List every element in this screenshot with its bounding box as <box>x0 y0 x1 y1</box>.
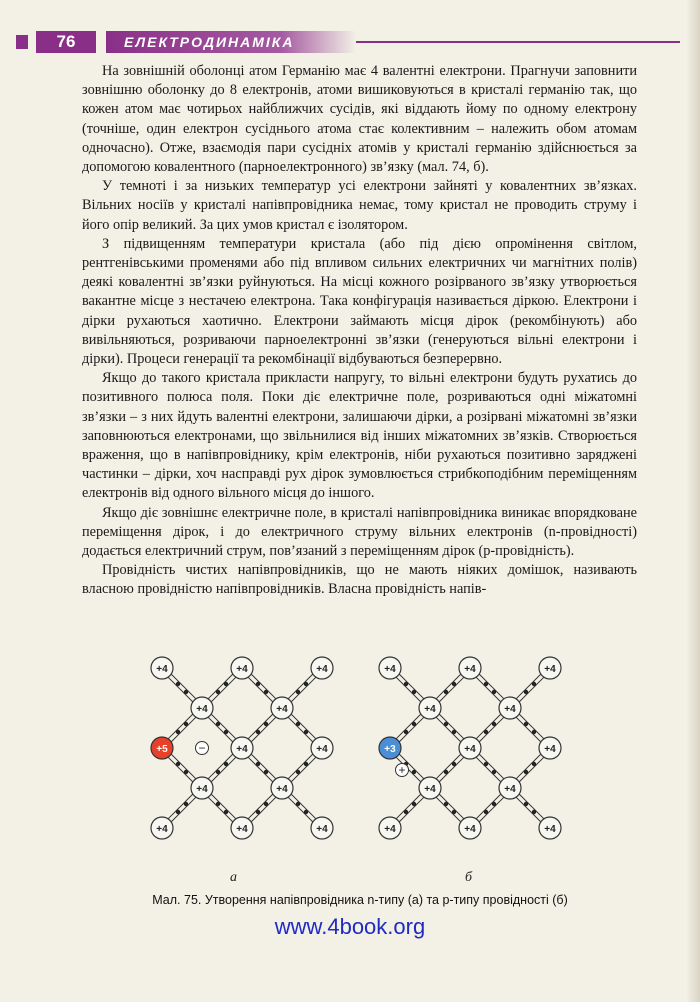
paragraph: Провідність чистих напівпровідників, що не мають ніяких домішок, називають власною провідністю напівпровідників. Власна провідність напів- <box>82 562 637 598</box>
bond-line <box>436 797 460 821</box>
atom-label: +4 <box>316 824 328 835</box>
bond-line <box>251 754 275 778</box>
electron-dot <box>216 770 220 774</box>
electron-dot <box>176 730 180 734</box>
bond-line <box>211 794 235 818</box>
electron-dot <box>444 770 448 774</box>
bond-line <box>476 757 500 781</box>
bond-line <box>248 757 272 781</box>
figure-75 <box>120 648 640 885</box>
bond-line <box>479 797 503 821</box>
bond-line <box>251 797 275 821</box>
bond-line <box>399 797 423 821</box>
electron-dot <box>444 802 448 806</box>
bond-line <box>288 754 312 778</box>
page-header <box>20 31 680 53</box>
bond-line <box>516 754 540 778</box>
electron-dot <box>524 722 528 726</box>
bond-line <box>168 794 192 818</box>
bond-line <box>208 797 232 821</box>
bond-line <box>436 717 460 741</box>
electron-dot <box>184 722 188 726</box>
electron-dot <box>444 722 448 726</box>
atom-label: +4 <box>464 744 476 755</box>
bond-line <box>288 717 312 741</box>
bond-line <box>439 677 463 701</box>
bond-line <box>248 677 272 701</box>
atom-label: +4 <box>156 824 168 835</box>
hole-sign: + <box>398 763 406 777</box>
electron-dot <box>404 810 408 814</box>
electron-dot <box>452 730 456 734</box>
electron-dot <box>444 690 448 694</box>
bond-line <box>251 674 275 698</box>
bond-line <box>211 677 235 701</box>
bond-line <box>476 714 500 738</box>
chapter-title: ЕЛЕКТРОДИНАМІКА <box>106 31 356 53</box>
donor-atom-label: +5 <box>156 744 168 755</box>
electron-dot <box>304 730 308 734</box>
electron-dot <box>184 802 188 806</box>
electron-dot <box>524 802 528 806</box>
bond-line <box>171 717 195 741</box>
bond-line <box>396 794 420 818</box>
electron-dot <box>224 730 228 734</box>
page-number: 76 <box>36 31 96 53</box>
electron-dot <box>484 810 488 814</box>
paragraph: У темноті і за низьких температур усі електрони зайняті у ковалентних зв’язках. Вільних носіїв у кристалі напівпровідника немає, тому кристал не проводить струму і його опір великий. За цих умов кристал є ізолятором. <box>82 178 637 233</box>
atom-label: +4 <box>196 704 208 715</box>
atom-label: +4 <box>316 744 328 755</box>
electron-dot <box>404 730 408 734</box>
bond-line <box>439 794 463 818</box>
atom-label: +4 <box>424 784 436 795</box>
bond-line <box>476 677 500 701</box>
bond-line <box>479 674 503 698</box>
paragraph: З підвищенням температури кристала (або під дією опромінення світлом, рентгенівськими променями або під впливом сильних електричних чи магнітних полів) деякі ковалентні зв’язки руйнуються. На місці кожного розірваного зв’язку утворюється вакантне місце з нестачею електрона. Така конфігурація називається діркою. Електрони і дірки рухаються хаотично. Електрони займають місця дірок (рекомбінують) або вивільняються, розриваючи парноелектронні зв’язки (генеруються вільні електрони і дірки). Процеси генерації та рекомбінації відбуваються безперервно. <box>82 235 637 368</box>
free-electron-sign: − <box>198 741 206 755</box>
bond-line <box>171 797 195 821</box>
electron-dot <box>296 690 300 694</box>
electron-dot <box>264 770 268 774</box>
bond-line <box>288 674 312 698</box>
bond-line <box>519 714 543 738</box>
figure-label-b: б <box>465 870 473 885</box>
electron-dot <box>224 762 228 766</box>
electron-dot <box>264 690 268 694</box>
atom-label: +4 <box>156 664 168 675</box>
electron-dot <box>412 690 416 694</box>
atom-label: +4 <box>424 704 436 715</box>
atom-label: +4 <box>196 784 208 795</box>
bond-line <box>396 677 420 701</box>
bond-line <box>399 674 423 698</box>
bond-line <box>476 794 500 818</box>
figure-label-a: а <box>230 870 237 885</box>
acceptor-atom-label: +3 <box>384 744 396 755</box>
page-number-marker <box>16 35 28 49</box>
bond-line <box>291 757 315 781</box>
electron-dot <box>176 810 180 814</box>
electron-dot <box>224 682 228 686</box>
electron-dot <box>412 802 416 806</box>
electron-dot <box>532 810 536 814</box>
atom-label: +4 <box>504 704 516 715</box>
bond-line <box>168 714 192 738</box>
bond-line <box>479 754 503 778</box>
atom-label: +4 <box>276 704 288 715</box>
electron-dot <box>492 722 496 726</box>
atom-label: +4 <box>384 664 396 675</box>
bond-line <box>288 797 312 821</box>
body-text <box>82 62 637 600</box>
electron-dot <box>256 810 260 814</box>
electron-dot <box>176 762 180 766</box>
atom-label: +4 <box>384 824 396 835</box>
electron-dot <box>524 770 528 774</box>
watermark-link[interactable]: www.4book.org <box>274 914 426 939</box>
bond-line <box>211 757 235 781</box>
electron-dot <box>412 722 416 726</box>
bond-line <box>168 757 192 781</box>
electron-dot <box>304 682 308 686</box>
lattice-diagram-n-type <box>142 648 342 848</box>
atom-label: +4 <box>464 664 476 675</box>
atom-label: +4 <box>236 824 248 835</box>
atom-label: +4 <box>464 824 476 835</box>
atom-label: +4 <box>316 664 328 675</box>
bond-line <box>439 714 463 738</box>
electron-dot <box>264 802 268 806</box>
electron-dot <box>492 690 496 694</box>
electron-dot <box>256 730 260 734</box>
electron-dot <box>304 762 308 766</box>
electron-dot <box>256 762 260 766</box>
electron-dot <box>532 762 536 766</box>
bond-line <box>519 677 543 701</box>
electron-dot <box>492 802 496 806</box>
bond-line <box>248 794 272 818</box>
electron-dot <box>484 730 488 734</box>
electron-dot <box>184 770 188 774</box>
bond-line <box>399 717 423 741</box>
atom-label: +4 <box>236 744 248 755</box>
bond-line <box>396 714 420 738</box>
electron-dot <box>296 722 300 726</box>
bond-line <box>439 757 463 781</box>
electron-dot <box>532 682 536 686</box>
electron-dot <box>532 730 536 734</box>
atom-label: +4 <box>544 744 556 755</box>
electron-dot <box>412 770 416 774</box>
atom-label: +4 <box>544 664 556 675</box>
electron-dot <box>264 722 268 726</box>
bond-line <box>208 754 232 778</box>
bond-line <box>291 677 315 701</box>
electron-dot <box>492 770 496 774</box>
electron-dot <box>452 682 456 686</box>
electron-dot <box>256 682 260 686</box>
bond-line <box>436 674 460 698</box>
electron-dot <box>452 810 456 814</box>
electron-dot <box>216 690 220 694</box>
header-rule <box>356 41 680 43</box>
bond-line <box>516 717 540 741</box>
bond-line <box>248 714 272 738</box>
electron-dot <box>224 810 228 814</box>
bond-line <box>479 717 503 741</box>
paragraph: На зовнішній оболонці атом Германію має 4 валентні електрони. Прагнучи заповнити зовнішню оболонку до 8 електронів, атоми вишиковуються в кристалі германію так, що кожен атом має чотирьох найближчих сусідів, які віддають йому по одному електрону (точніше, один електрон сусіднього атома стає колективним – належить обом атомам одночасно). Отже, взаємодія пари сусідніх атомів у кристалі германію здійснюється за допомогою ковалентного (парноелектронного) зв’язку (мал. 74, б). <box>82 63 637 176</box>
bond-line <box>208 717 232 741</box>
bond-line <box>251 717 275 741</box>
electron-dot <box>484 682 488 686</box>
atom-label: +4 <box>276 784 288 795</box>
electron-dot <box>216 722 220 726</box>
atom-label: +4 <box>236 664 248 675</box>
bond-line <box>436 754 460 778</box>
bond-line <box>171 754 195 778</box>
bond-line <box>519 794 543 818</box>
electron-dot <box>296 802 300 806</box>
electron-dot <box>296 770 300 774</box>
electron-dot <box>404 682 408 686</box>
bond-line <box>168 677 192 701</box>
electron-dot <box>184 690 188 694</box>
electron-dot <box>176 682 180 686</box>
bond-line <box>516 797 540 821</box>
electron-dot <box>484 762 488 766</box>
atom-label: +4 <box>544 824 556 835</box>
figure-caption: Мал. 75. Утворення напівпровідника n-типу (а) та p-типу провідності (б) <box>152 893 568 907</box>
atom-label: +4 <box>504 784 516 795</box>
electron-dot <box>524 690 528 694</box>
electron-dot <box>216 802 220 806</box>
bond-line <box>291 794 315 818</box>
bond-line <box>171 674 195 698</box>
paragraph: Якщо діє зовнішнє електричне поле, в кристалі напівпровідника виникає впорядковане переміщення дірок, і до електричного струму вільних електронів (n-провідності) додається електричний струм, пов’язаний з переміщенням дірок (p-провідність). <box>82 504 637 560</box>
lattice-diagram-p-type <box>370 648 570 848</box>
paragraph: Якщо до такого кристала прикласти напругу, то вільні електрони будуть рухатись до позитивного полюса поля. Поки діє електричне поле, розриваються одні міжатомні зв’язки – з них йдуть валентні електрони, залишаючи дірки, а розірвані міжатомні зв’язки заповнюються електронами, що звільнилися від інших міжатомних зв’язків. Створюється враження, що в напівпровіднику, крім електронів, ніби рухаються позитивно заряджені частинки – дірки, хоч насправді рух дірок зумовлюється стрибкоподібним переміщенням електронів від одного вільного місця до іншого. <box>82 370 637 502</box>
electron-dot <box>304 810 308 814</box>
bond-line <box>519 757 543 781</box>
electron-dot <box>452 762 456 766</box>
bond-line <box>516 674 540 698</box>
bond-line <box>211 714 235 738</box>
bond-line <box>208 674 232 698</box>
page-edge <box>686 0 700 1002</box>
bond-line <box>291 714 315 738</box>
